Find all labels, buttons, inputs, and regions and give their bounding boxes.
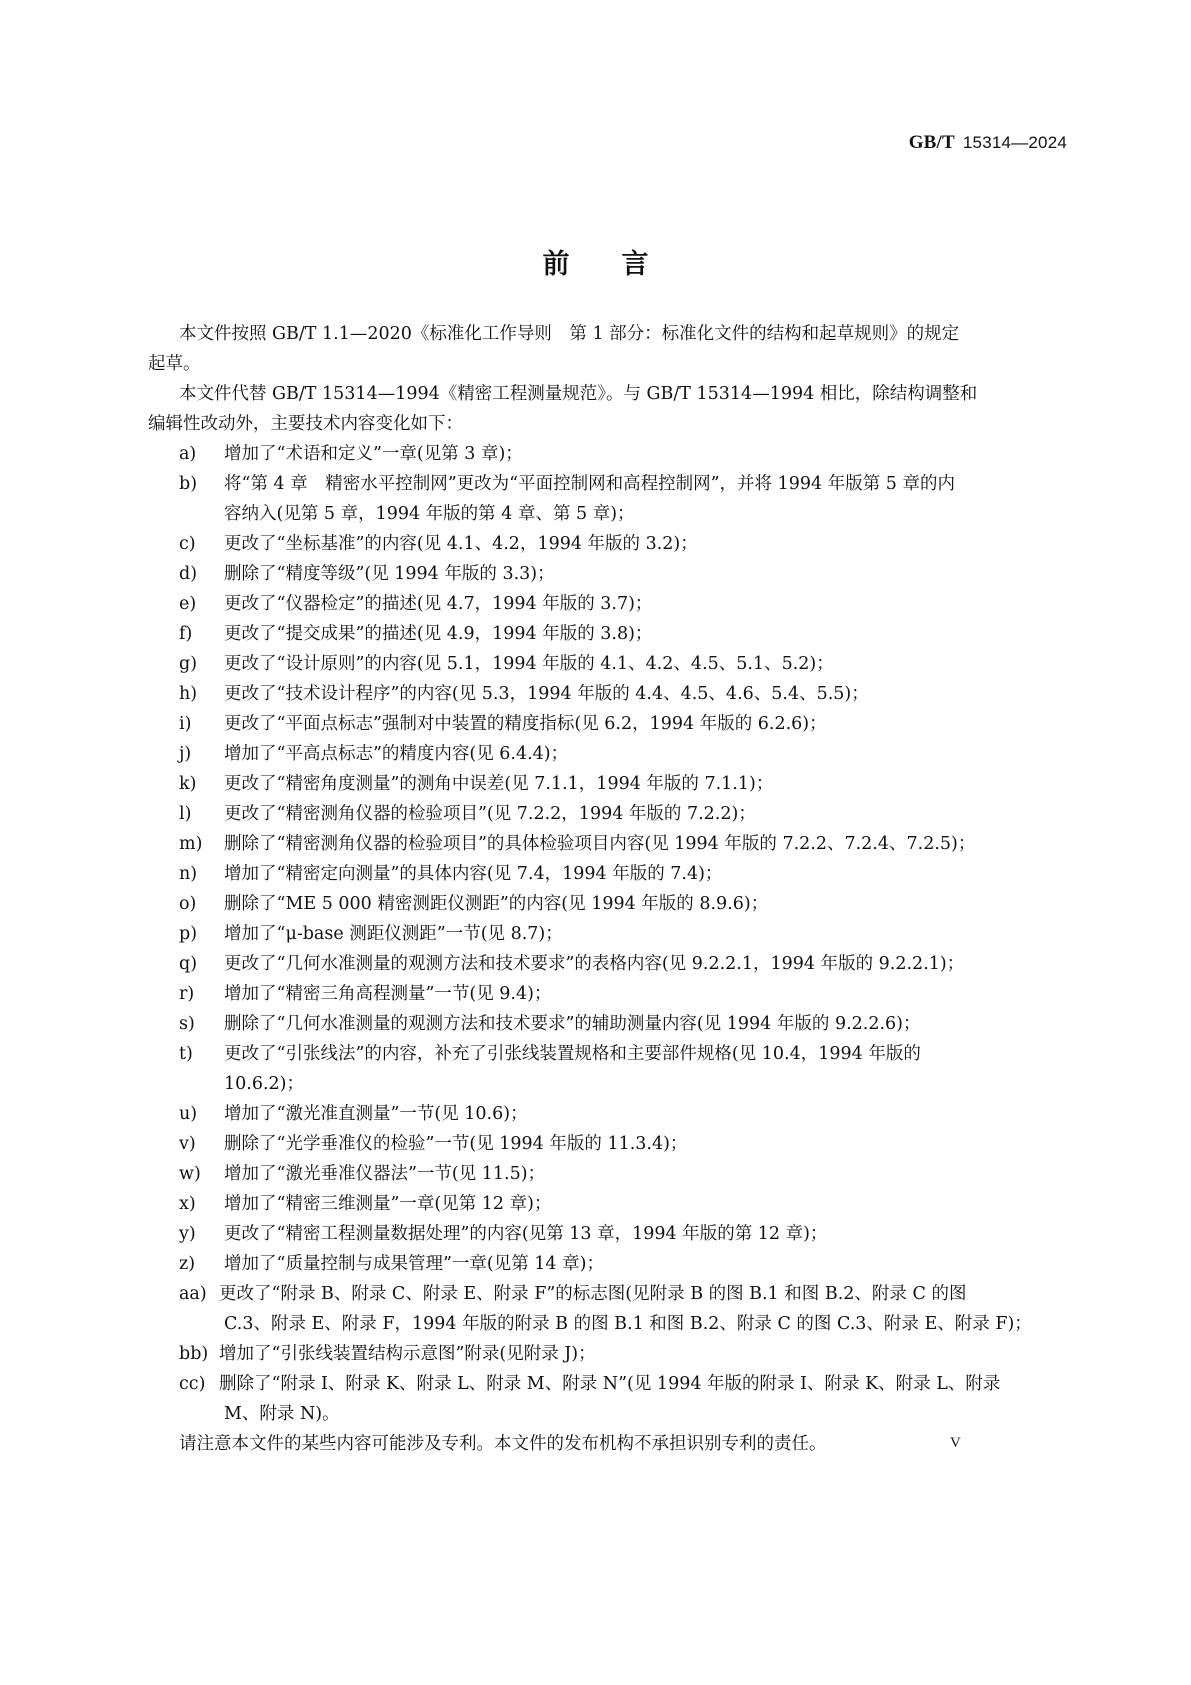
paragraph-text: 本文件代替 GB/T 15314—1994《精密工程测量规范》。与 GB/T 15314—1994 相比，除结构调整和 <box>179 384 978 404</box>
list-item-text: 删除了“几何水准测量的观测方法和技术要求”的辅助测量内容(见 1994 年版的 9.2.2.6)； <box>224 1014 921 1034</box>
list-item-text: 更改了“精密测角仪器的检验项目”(见 7.2.2，1994 年版的 7.2.2)； <box>224 804 756 824</box>
list-item-text: 更改了“提交成果”的描述(见 4.9，1994 年版的 3.8)； <box>224 624 653 644</box>
list-item-label: z) <box>179 1254 196 1274</box>
list-item-label: w) <box>179 1164 201 1184</box>
list-item-label: h) <box>179 684 198 704</box>
list-item-label: aa) <box>179 1284 207 1304</box>
list-item-label: x) <box>179 1194 196 1214</box>
standard-number-header <box>909 132 1067 154</box>
list-item <box>179 712 827 736</box>
list-item-text: 更改了“几何水准测量的观测方法和技术要求”的表格内容(见 9.2.2.1，1994 年版的 9.2.2.1)； <box>224 954 965 974</box>
list-item-continuation: C.3、附录 E、附录 F，1994 年版的附录 B 的图 B.1 和图 B.2、附录 C 的图 C.3、附录 E、附录 F)； <box>224 1314 1032 1334</box>
list-item-label: j) <box>179 744 192 764</box>
list-item-continuation: 10.6.2)； <box>224 1074 304 1094</box>
standard-number: 15314—2024 <box>962 133 1067 152</box>
list-item-label: o) <box>179 894 197 914</box>
list-item-label: s) <box>179 1014 195 1034</box>
list-item-label: f) <box>179 624 193 644</box>
list-item-label: i) <box>179 714 192 734</box>
list-item-label: t) <box>179 1044 193 1064</box>
list-item-text: 增加了“术语和定义”一章(见第 3 章)； <box>224 444 523 464</box>
list-item <box>179 1012 921 1036</box>
list-item-label: p) <box>179 924 198 944</box>
list-item-text: 删除了“精密测角仪器的检验项目”的具体检验项目内容(见 1994 年版的 7.2.2、7.2.4、7.2.5)； <box>224 834 976 854</box>
paragraph-text: 编辑性改动外，主要技术内容变化如下： <box>148 414 463 434</box>
list-item-label: a) <box>179 444 197 464</box>
paragraph-text: 本文件按照 GB/T 1.1—2020《标准化工作导则 第 1 部分：标准化文件的结构和起草规则》的规定 <box>179 324 960 344</box>
list-item-text: 更改了“精密工程测量数据处理”的内容(见第 13 章，1994 年版的第 12 章)； <box>224 1224 828 1244</box>
list-item <box>179 1132 687 1156</box>
list-item <box>179 742 568 766</box>
list-item-text: 删除了“附录 I、附录 K、附录 L、附录 M、附录 N”(见 1994 年版的附录 I、附录 K、附录 L、附录 <box>219 1374 1001 1394</box>
list-item-text: 删除了“精度等级”(见 1994 年版的 3.3)； <box>224 564 555 584</box>
list-item-text: 删除了“光学垂准仪的检验”一节(见 1994 年版的 11.3.4)； <box>224 1134 688 1154</box>
list-item <box>179 472 955 496</box>
list-item <box>179 592 652 616</box>
list-item-text: 更改了“仪器检定”的描述(见 4.7，1994 年版的 3.7)； <box>224 594 653 614</box>
list-item <box>179 1222 827 1246</box>
list-item-label: c) <box>179 534 196 554</box>
paragraph-text: 起草。 <box>148 354 201 374</box>
list-item-text: 更改了“技术设计程序”的内容(见 5.3，1994 年版的 4.4、4.5、4.6、5.4、5.5)； <box>224 684 869 704</box>
list-item <box>179 562 555 586</box>
page-number: V <box>950 1435 961 1451</box>
patent-notice: 请注意本文件的某些内容可能涉及专利。本文件的发布机构不承担识别专利的责任。 <box>179 1434 827 1454</box>
list-item-continuation: 容纳入(见第 5 章，1994 年版的第 4 章、第 5 章)； <box>224 504 635 524</box>
list-item <box>179 532 698 556</box>
list-item-text: 增加了“激光准直测量”一节(见 10.6)； <box>224 1104 528 1124</box>
list-item-text: 增加了“激光垂准仪器法”一节(见 11.5)； <box>224 1164 546 1184</box>
list-item <box>179 1282 966 1306</box>
list-item-text: 增加了“质量控制与成果管理”一章(见第 14 章)； <box>224 1254 604 1274</box>
list-item <box>179 1042 921 1066</box>
list-item <box>179 1102 528 1126</box>
list-item-label: l) <box>179 804 192 824</box>
list-item-label: r) <box>179 984 195 1004</box>
list-item-text: 更改了“引张线法”的内容，补充了引张线装置规格和主要部件规格(见 10.4，1994 年版的 <box>224 1044 921 1064</box>
list-item-text: 增加了“精密三角高程测量”一节(见 9.4)； <box>224 984 552 1004</box>
list-item-label: e) <box>179 594 197 614</box>
list-item-text: 删除了“ME 5 000 精密测距仪测距”的内容(见 1994 年版的 8.9.6)； <box>224 894 769 914</box>
list-item-text: 增加了“μ-base 测距仪测距”一节(见 8.7)； <box>224 924 563 944</box>
list-item <box>179 1252 604 1276</box>
list-item <box>179 1342 596 1366</box>
list-item <box>179 1192 551 1216</box>
list-item <box>179 1162 545 1186</box>
list-item <box>179 1372 1000 1396</box>
list-item-text: 增加了“精密定向测量”的具体内容(见 7.4，1994 年版的 7.4)； <box>224 864 723 884</box>
list-item <box>179 802 756 826</box>
list-item-label: cc) <box>179 1374 206 1394</box>
list-item-label: bb) <box>179 1344 209 1364</box>
list-item <box>179 682 869 706</box>
list-item <box>179 922 563 946</box>
list-item-label: k) <box>179 774 197 794</box>
list-item-label: y) <box>179 1224 196 1244</box>
list-item-label: g) <box>179 654 198 674</box>
list-item-label: d) <box>179 564 198 584</box>
list-item <box>179 952 964 976</box>
list-item <box>179 772 773 796</box>
list-item-label: q) <box>179 954 198 974</box>
list-item-label: m) <box>179 834 203 854</box>
list-item-label: b) <box>179 474 198 494</box>
list-item <box>179 652 834 676</box>
list-item-text: 更改了“坐标基准”的内容(见 4.1、4.2，1994 年版的 3.2)； <box>224 534 698 554</box>
list-item-continuation: M、附录 N)。 <box>224 1404 340 1424</box>
list-item <box>179 892 768 916</box>
standard-prefix: GB/T <box>908 132 955 153</box>
list-item <box>179 442 523 466</box>
list-item-text: 增加了“引张线装置结构示意图”附录(见附录 J)； <box>219 1344 596 1364</box>
page-title: 前言 <box>542 249 701 280</box>
list-item-label: u) <box>179 1104 198 1124</box>
list-item-text: 更改了“精密角度测量”的测角中误差(见 7.1.1，1994 年版的 7.1.1)； <box>224 774 774 794</box>
list-item-text: 将“第 4 章 精密水平控制网”更改为“平面控制网和高程控制网”，并将 1994 年版第 5 章的内 <box>224 474 955 494</box>
list-item-text: 更改了“设计原则”的内容(见 5.1，1994 年版的 4.1、4.2、4.5、5.1、5.2)； <box>224 654 834 674</box>
list-item <box>179 832 975 856</box>
list-item-text: 更改了“平面点标志”强制对中装置的精度指标(见 6.2，1994 年版的 6.2.6)； <box>224 714 827 734</box>
list-item <box>179 862 722 886</box>
list-item-text: 增加了“平高点标志”的精度内容(见 6.4.4)； <box>224 744 569 764</box>
list-item-text: 增加了“精密三维测量”一章(见第 12 章)； <box>224 1194 552 1214</box>
list-item-label: n) <box>179 864 198 884</box>
list-item-label: v) <box>179 1134 196 1154</box>
list-item-text: 更改了“附录 B、附录 C、附录 E、附录 F”的标志图(见附录 B 的图 B.1 和图 B.2、附录 C 的图 <box>219 1284 967 1304</box>
list-item <box>179 982 551 1006</box>
list-item <box>179 622 652 646</box>
